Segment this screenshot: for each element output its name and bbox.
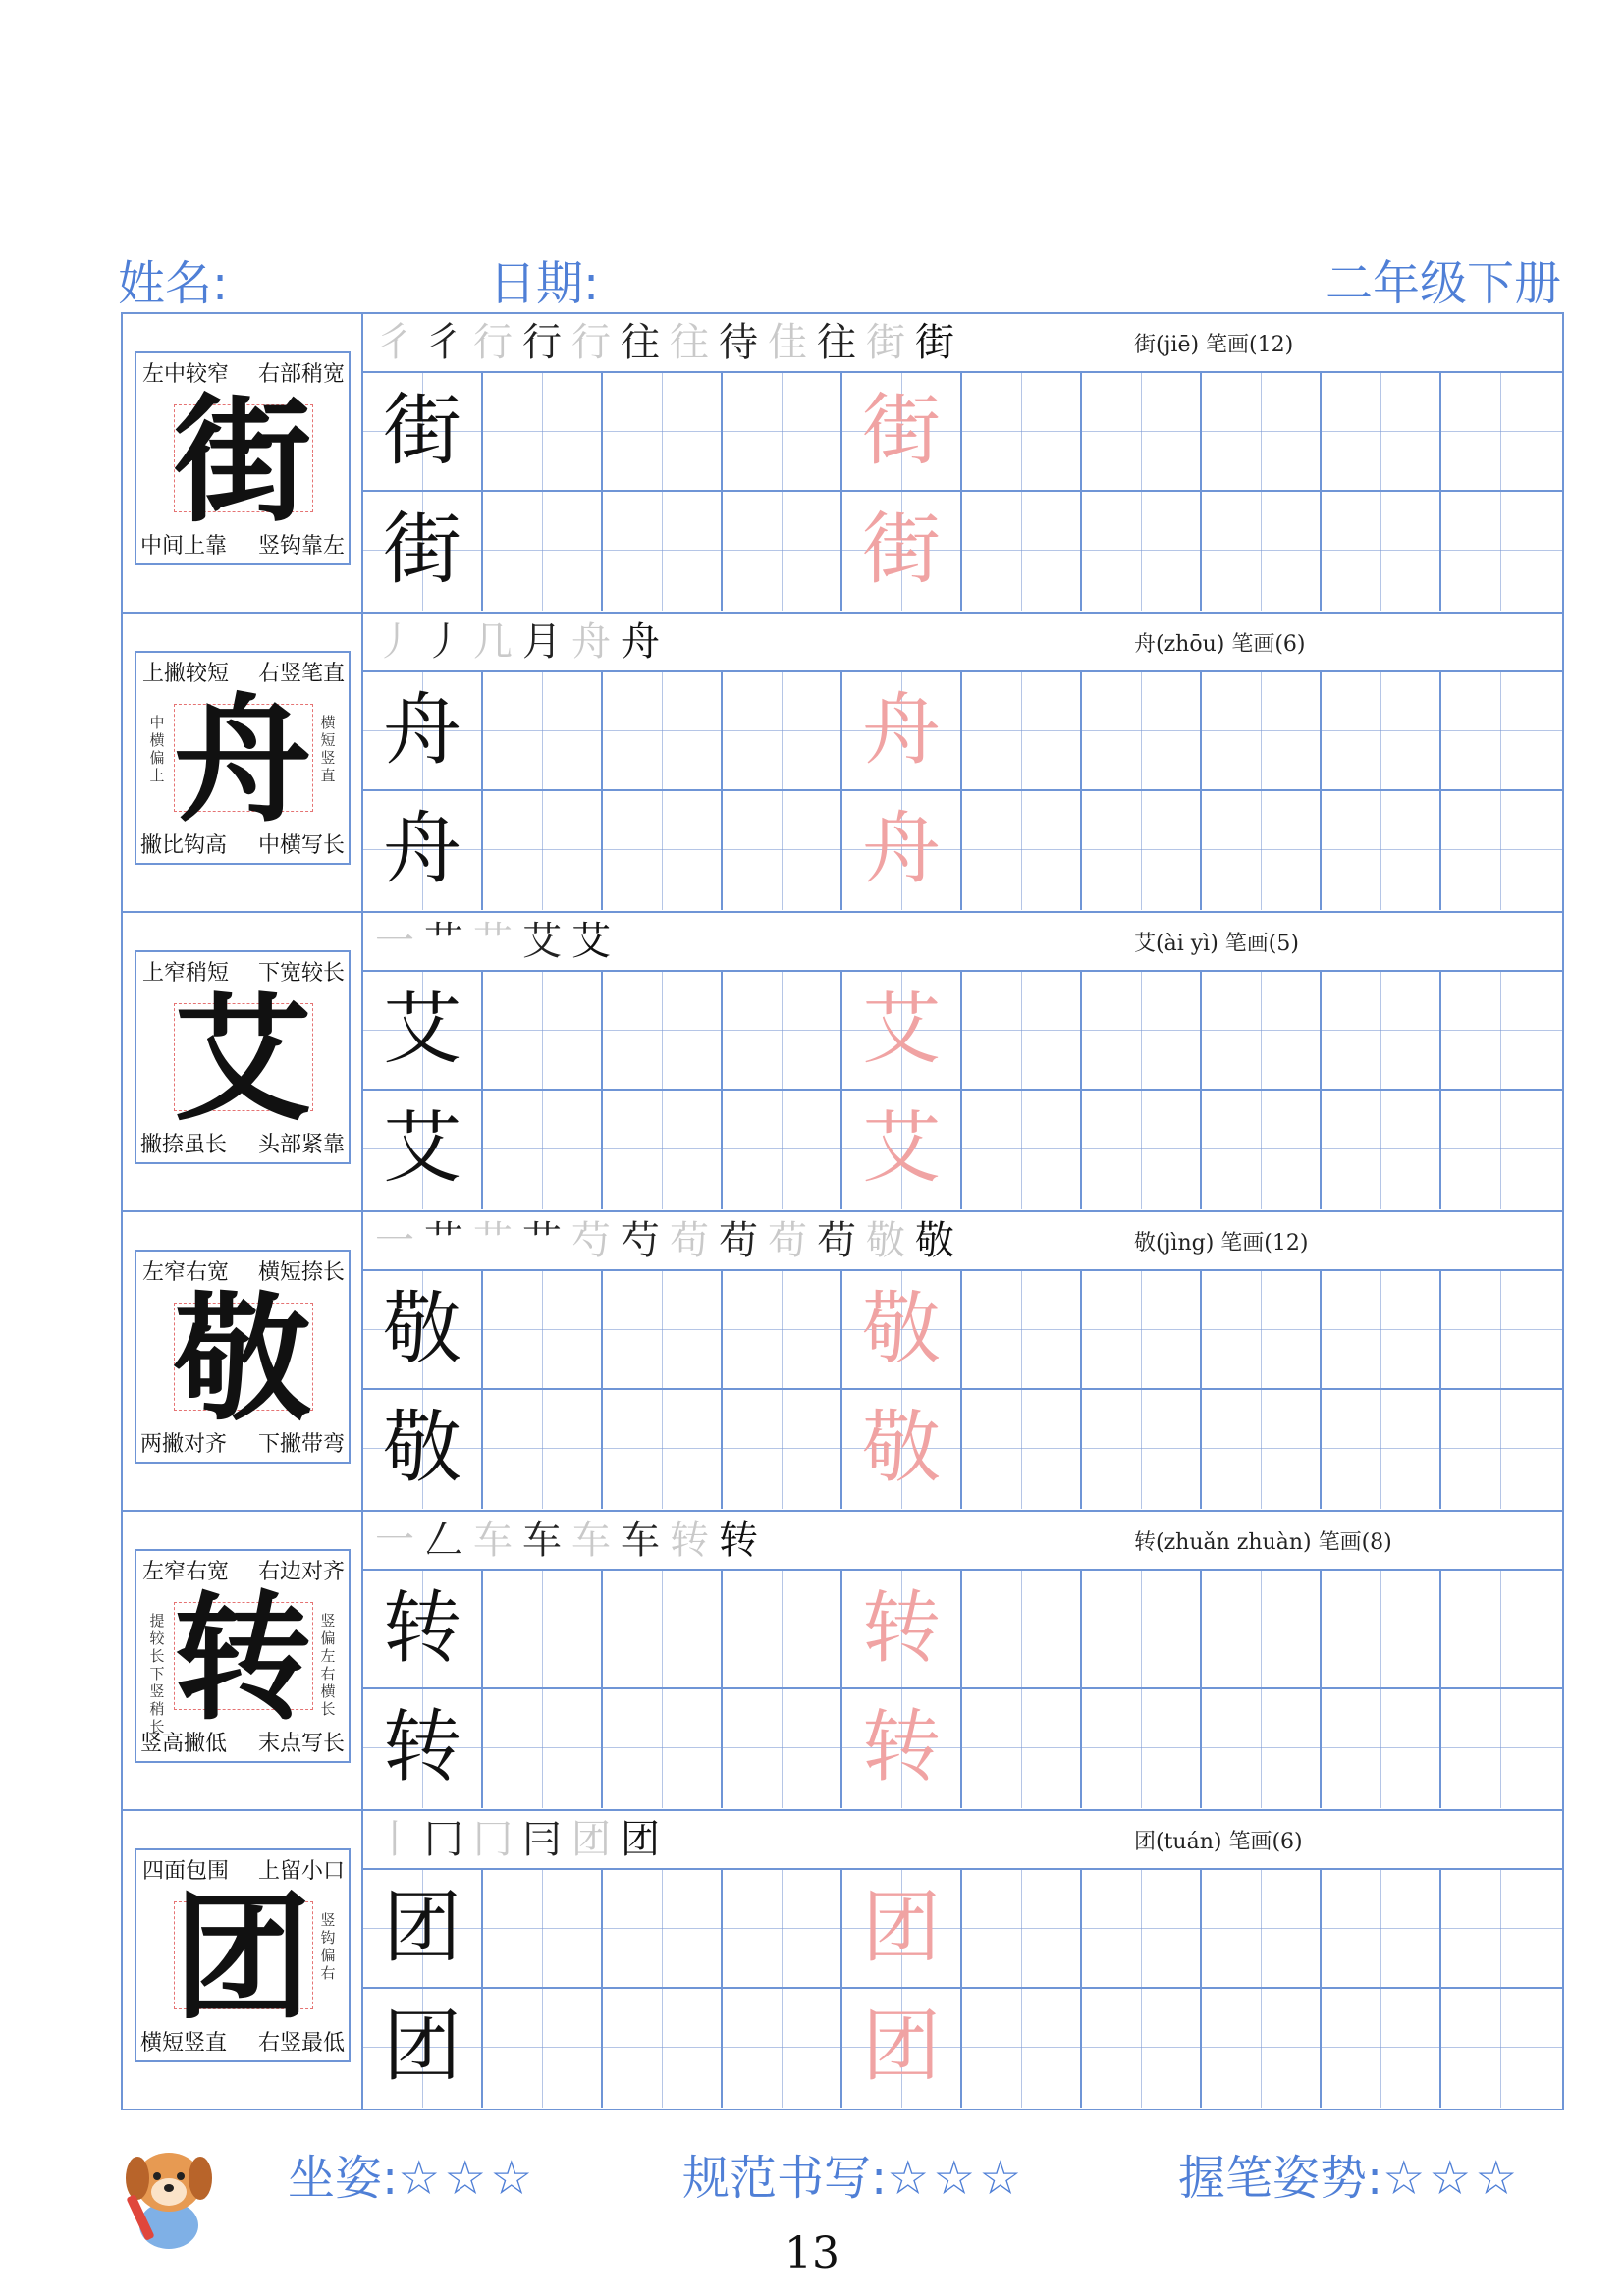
writing-cell[interactable] (1441, 1989, 1562, 2108)
writing-cell[interactable] (1202, 672, 1322, 791)
stroke-step: 车 (621, 1518, 662, 1563)
reference-panel (123, 1212, 363, 1510)
writing-cell[interactable] (483, 1870, 603, 1989)
stroke-step: 艹 (424, 919, 465, 964)
writing-cell[interactable] (1082, 373, 1202, 492)
writing-cell[interactable] (1082, 791, 1202, 910)
writing-cell[interactable] (483, 1091, 603, 1209)
writing-cell[interactable] (1322, 1390, 1441, 1509)
writing-cell[interactable] (1441, 672, 1562, 791)
writing-cell[interactable] (603, 1571, 723, 1689)
writing-cell[interactable] (962, 1689, 1082, 1808)
writing-tip: 四面包围 (142, 1859, 230, 1884)
reference-card (135, 1549, 351, 1763)
model-character: 敬 (383, 1283, 461, 1374)
model-character: 敬 (383, 1402, 461, 1493)
stroke-step: 团 (621, 1817, 662, 1862)
writing-cell[interactable] (1202, 1989, 1322, 2108)
stroke-step: 舟 (621, 619, 662, 665)
model-character: 转 (383, 1701, 461, 1792)
trace-cell (842, 972, 962, 1091)
trace-character: 团 (862, 2001, 941, 2092)
standard-writing-label: 规范书写: (682, 2151, 888, 2206)
pen-grip-rating (1178, 2140, 1521, 2208)
stroke-step: 一 (375, 1518, 416, 1563)
writing-tip: 竖高撇低 (140, 1732, 228, 1756)
model-character: 团 (383, 1882, 461, 1973)
writing-cell[interactable] (1322, 1571, 1441, 1689)
stroke-step: 敬 (915, 1218, 956, 1263)
trace-cell (842, 1390, 962, 1509)
writing-cell[interactable] (1322, 373, 1441, 492)
stroke-step: 艹 (473, 919, 514, 964)
sitting-posture-label: 坐姿: (288, 2151, 399, 2206)
writing-cell[interactable] (1322, 1870, 1441, 1989)
practice-grid (363, 1870, 1562, 2109)
stroke-step: 街 (866, 320, 907, 365)
writing-cell[interactable] (1082, 1571, 1202, 1689)
stroke-step: 丨 (375, 1817, 416, 1862)
stroke-order-steps (375, 1514, 768, 1567)
model-character: 舟 (173, 680, 311, 841)
side-tip-right: 竖钩偏右 (320, 1911, 336, 1982)
trace-cell (842, 373, 962, 492)
trace-character: 转 (862, 1582, 941, 1674)
reference-panel (123, 314, 363, 612)
model-character: 艾 (173, 980, 311, 1141)
writing-tip: 中间上靠 (140, 534, 228, 559)
name-label: 姓名: (118, 256, 229, 311)
stroke-step: 冃 (522, 1817, 564, 1862)
writing-cell[interactable] (603, 1870, 723, 1989)
writing-cell[interactable] (1322, 672, 1441, 791)
writing-cell[interactable] (603, 1091, 723, 1209)
stroke-step: 行 (522, 320, 564, 365)
writing-cell[interactable] (1082, 672, 1202, 791)
character-info: 团(tuán) 笔画(6) (1134, 1830, 1303, 1854)
writing-cell[interactable] (723, 1689, 842, 1808)
reference-panel (123, 1811, 363, 2110)
trace-character: 艾 (862, 984, 941, 1075)
stroke-step: 一 (375, 1218, 416, 1263)
stroke-step: 丿 (424, 619, 465, 665)
stroke-step: 敬 (866, 1218, 907, 1263)
stroke-step: 苟 (670, 1218, 711, 1263)
practice-sheet (121, 312, 1564, 2110)
model-character: 转 (173, 1578, 311, 1739)
writing-cell[interactable] (483, 972, 603, 1091)
writing-cell[interactable] (1202, 1689, 1322, 1808)
writing-cell[interactable] (1441, 492, 1562, 611)
writing-cell[interactable] (962, 1271, 1082, 1390)
stroke-step: 冂 (473, 1817, 514, 1862)
stroke-step: 艹 (424, 1218, 465, 1263)
writing-cell[interactable] (1082, 1989, 1202, 2108)
trace-character: 转 (862, 1701, 941, 1792)
writing-cell[interactable] (603, 492, 723, 611)
writing-cell[interactable] (723, 972, 842, 1091)
character-block (123, 614, 1562, 913)
writing-cell[interactable] (723, 373, 842, 492)
standard-writing-rating (682, 2140, 1025, 2208)
writing-cell[interactable] (1322, 1689, 1441, 1808)
writing-cell[interactable] (483, 1571, 603, 1689)
side-tip-right: 横短竖直 (320, 714, 336, 784)
writing-cell[interactable] (1202, 1271, 1322, 1390)
model-character: 团 (383, 2001, 461, 2092)
writing-cell[interactable] (483, 1689, 603, 1808)
trace-character: 舟 (862, 803, 941, 894)
reference-card (135, 950, 351, 1164)
writing-cell[interactable] (1322, 1989, 1441, 2108)
stroke-step: 往 (621, 320, 662, 365)
star-rating-icon[interactable]: ☆☆☆ (398, 2151, 537, 2206)
writing-cell[interactable] (603, 1989, 723, 2108)
trace-cell (842, 1571, 962, 1689)
stroke-step: 𠃋 (424, 1518, 465, 1563)
writing-cell[interactable] (1441, 1390, 1562, 1509)
reference-panel (123, 913, 363, 1210)
character-block (123, 314, 1562, 614)
model-cell (363, 1390, 483, 1509)
stroke-step: 几 (473, 619, 514, 665)
trace-cell (842, 1989, 962, 2108)
stroke-step: 芍 (621, 1218, 662, 1263)
writing-tip: 横短竖直 (140, 2031, 228, 2056)
model-cell (363, 1091, 483, 1209)
writing-cell[interactable] (603, 672, 723, 791)
writing-cell[interactable] (723, 1870, 842, 1989)
grade-label: 二年级下册 (1326, 256, 1562, 311)
writing-tip: 左中较窄 (142, 362, 230, 387)
writing-cell[interactable] (1202, 373, 1322, 492)
stroke-step: 佳 (768, 320, 809, 365)
writing-tip: 末点写长 (257, 1732, 345, 1756)
writing-cell[interactable] (1441, 1689, 1562, 1808)
writing-cell[interactable] (962, 1989, 1082, 2108)
writing-cell[interactable] (1082, 1870, 1202, 1989)
pen-grip-label: 握笔姿势: (1178, 2151, 1383, 2206)
trace-character: 舟 (862, 684, 941, 775)
character-block (123, 1512, 1562, 1811)
stroke-step: 行 (473, 320, 514, 365)
stroke-step: 行 (571, 320, 613, 365)
character-block (123, 913, 1562, 1212)
writing-cell[interactable] (962, 1870, 1082, 1989)
writing-cell[interactable] (603, 1271, 723, 1390)
stroke-step: 丿 (375, 619, 416, 665)
date-label: 日期: (489, 256, 600, 311)
writing-tip: 上留小口 (257, 1859, 345, 1884)
writing-cell[interactable] (483, 1271, 603, 1390)
writing-cell[interactable] (1082, 1271, 1202, 1390)
writing-cell[interactable] (1441, 791, 1562, 910)
stroke-step: 车 (522, 1518, 564, 1563)
stroke-order-row (363, 1811, 1562, 1870)
model-cell (363, 1271, 483, 1390)
side-tip-left: 中横偏上 (149, 714, 165, 784)
trace-cell (842, 672, 962, 791)
writing-cell[interactable] (1441, 1091, 1562, 1209)
writing-cell[interactable] (723, 1390, 842, 1509)
writing-cell[interactable] (1202, 1870, 1322, 1989)
reference-card (135, 1848, 351, 2062)
writing-tip: 右边对齐 (257, 1560, 345, 1584)
model-cell (363, 791, 483, 910)
practice-grid (363, 972, 1562, 1210)
writing-tip: 竖钩靠左 (257, 534, 345, 559)
writing-tip: 中横写长 (257, 833, 345, 858)
stroke-step: 车 (473, 1518, 514, 1563)
writing-cell[interactable] (1441, 1870, 1562, 1989)
stroke-step: 转 (670, 1518, 711, 1563)
trace-cell (842, 1091, 962, 1209)
reference-card (135, 1250, 351, 1464)
stroke-step: 月 (522, 619, 564, 665)
trace-character: 街 (862, 385, 941, 476)
stroke-step: 冂 (424, 1817, 465, 1862)
writing-tip: 横短捺长 (257, 1260, 345, 1285)
stroke-step: 往 (817, 320, 858, 365)
writing-cell[interactable] (603, 972, 723, 1091)
writing-cell[interactable] (1441, 373, 1562, 492)
writing-cell[interactable] (723, 1989, 842, 2108)
trace-cell (842, 1689, 962, 1808)
stroke-order-steps (375, 1813, 670, 1866)
writing-cell[interactable] (483, 373, 603, 492)
writing-cell[interactable] (483, 492, 603, 611)
writing-cell[interactable] (1202, 791, 1322, 910)
model-character: 艾 (383, 984, 461, 1075)
writing-cell[interactable] (1441, 1271, 1562, 1390)
model-character: 团 (173, 1878, 311, 2039)
sitting-posture-rating (288, 2140, 536, 2208)
side-tip-left: 提较长下竖稍长 (149, 1612, 165, 1735)
writing-cell[interactable] (603, 1390, 723, 1509)
model-character: 艾 (383, 1102, 461, 1194)
stroke-step: 车 (571, 1518, 613, 1563)
star-rating-icon[interactable]: ☆☆☆ (887, 2151, 1026, 2206)
model-cell (363, 373, 483, 492)
model-character: 街 (173, 381, 311, 542)
stroke-step: 街 (915, 320, 956, 365)
writing-cell[interactable] (1082, 492, 1202, 611)
writing-cell[interactable] (1082, 1689, 1202, 1808)
model-cell (363, 1870, 483, 1989)
side-tip-right: 竖偏左右横长 (320, 1612, 336, 1718)
model-character: 舟 (383, 684, 461, 775)
trace-cell (842, 1870, 962, 1989)
stroke-step: 往 (670, 320, 711, 365)
writing-cell[interactable] (723, 1571, 842, 1689)
stroke-step: 彳 (424, 320, 465, 365)
writing-cell[interactable] (1322, 972, 1441, 1091)
writing-cell[interactable] (962, 791, 1082, 910)
writing-cell[interactable] (603, 373, 723, 492)
writing-cell[interactable] (723, 791, 842, 910)
stroke-step: 艾 (571, 919, 613, 964)
writing-cell[interactable] (962, 492, 1082, 611)
writing-cell[interactable] (483, 791, 603, 910)
writing-tip: 左窄右宽 (142, 1260, 230, 1285)
stroke-step: 苟 (768, 1218, 809, 1263)
trace-character: 街 (862, 504, 941, 595)
writing-cell[interactable] (1322, 1091, 1441, 1209)
writing-cell[interactable] (1082, 1390, 1202, 1509)
stroke-step: 彳 (375, 320, 416, 365)
writing-cell[interactable] (723, 1271, 842, 1390)
writing-cell[interactable] (723, 1091, 842, 1209)
model-character: 街 (383, 385, 461, 476)
writing-cell[interactable] (1441, 972, 1562, 1091)
stroke-order-row (363, 614, 1562, 672)
trace-character: 艾 (862, 1102, 941, 1194)
writing-tip: 撇捺虽长 (140, 1133, 228, 1157)
writing-tip: 两撇对齐 (140, 1432, 228, 1457)
trace-character: 敬 (862, 1283, 941, 1374)
writing-cell[interactable] (962, 972, 1082, 1091)
writing-tip: 上窄稍短 (142, 961, 230, 986)
character-info: 街(jiē) 笔画(12) (1134, 333, 1294, 357)
writing-tip: 右竖最低 (257, 2031, 345, 2056)
writing-tip: 左窄右宽 (142, 1560, 230, 1584)
writing-cell[interactable] (962, 672, 1082, 791)
writing-cell[interactable] (1441, 1571, 1562, 1689)
stroke-step: 舟 (571, 619, 613, 665)
writing-tip: 下宽较长 (257, 961, 345, 986)
writing-cell[interactable] (1322, 791, 1441, 910)
model-cell (363, 1689, 483, 1808)
model-character: 敬 (173, 1279, 311, 1440)
writing-cell[interactable] (483, 672, 603, 791)
writing-cell[interactable] (1322, 1271, 1441, 1390)
stroke-order-steps (375, 615, 670, 668)
writing-cell[interactable] (1202, 972, 1322, 1091)
stroke-step: 待 (719, 320, 760, 365)
writing-cell[interactable] (483, 1390, 603, 1509)
stroke-order-row (363, 1512, 1562, 1571)
writing-cell[interactable] (962, 1091, 1082, 1209)
practice-grid (363, 373, 1562, 612)
character-block (123, 1811, 1562, 2110)
stroke-order-steps (375, 915, 621, 968)
writing-tip: 上撇较短 (142, 662, 230, 686)
model-character: 舟 (383, 803, 461, 894)
model-cell (363, 1989, 483, 2108)
writing-cell[interactable] (1202, 492, 1322, 611)
stroke-step: 艾 (522, 919, 564, 964)
stroke-step: 艹 (473, 1218, 514, 1263)
stroke-step: 苟 (719, 1218, 760, 1263)
writing-cell[interactable] (1202, 1091, 1322, 1209)
stroke-step: 芍 (571, 1218, 613, 1263)
stroke-step: 团 (571, 1817, 613, 1862)
trace-character: 敬 (862, 1402, 941, 1493)
stroke-order-row (363, 314, 1562, 373)
model-cell (363, 972, 483, 1091)
writing-tip: 下撇带弯 (257, 1432, 345, 1457)
writing-tip: 右竖笔直 (257, 662, 345, 686)
practice-grid (363, 672, 1562, 911)
writing-cell[interactable] (1322, 492, 1441, 611)
trace-cell (842, 492, 962, 611)
model-cell (363, 672, 483, 791)
model-character: 街 (383, 504, 461, 595)
writing-cell[interactable] (962, 1390, 1082, 1509)
stroke-order-row (363, 913, 1562, 972)
model-cell (363, 1571, 483, 1689)
writing-tip: 头部紧靠 (257, 1133, 345, 1157)
writing-cell[interactable] (603, 791, 723, 910)
character-info: 转(zhuǎn zhuàn) 笔画(8) (1134, 1530, 1392, 1555)
writing-cell[interactable] (1082, 1091, 1202, 1209)
stroke-step: 艹 (522, 1218, 564, 1263)
writing-cell[interactable] (723, 672, 842, 791)
trace-cell (842, 1271, 962, 1390)
model-cell (363, 492, 483, 611)
page-number: 13 (785, 2228, 839, 2278)
stroke-step: 苟 (817, 1218, 858, 1263)
writing-cell[interactable] (1202, 1571, 1322, 1689)
writing-cell[interactable] (962, 373, 1082, 492)
stroke-order-steps (375, 316, 964, 369)
practice-grid (363, 1271, 1562, 1510)
star-rating-icon[interactable]: ☆☆☆ (1382, 2151, 1522, 2206)
reference-card (135, 351, 351, 565)
writing-cell[interactable] (483, 1989, 603, 2108)
character-info: 敬(jìng) 笔画(12) (1134, 1231, 1309, 1255)
character-info: 舟(zhōu) 笔画(6) (1134, 632, 1306, 657)
model-character: 转 (383, 1582, 461, 1674)
reference-panel (123, 614, 363, 911)
writing-tip: 右部稍宽 (257, 362, 345, 387)
writing-cell[interactable] (603, 1689, 723, 1808)
character-block (123, 1212, 1562, 1512)
writing-tip: 撇比钩高 (140, 833, 228, 858)
stroke-step: 一 (375, 919, 416, 964)
reference-panel (123, 1512, 363, 1809)
writing-cell[interactable] (723, 492, 842, 611)
trace-character: 团 (862, 1882, 941, 1973)
stroke-order-row (363, 1212, 1562, 1271)
writing-cell[interactable] (1202, 1390, 1322, 1509)
writing-cell[interactable] (962, 1571, 1082, 1689)
practice-grid (363, 1571, 1562, 1809)
stroke-order-steps (375, 1214, 964, 1267)
stroke-step: 转 (719, 1518, 760, 1563)
character-info: 艾(ài yì) 笔画(5) (1134, 932, 1299, 956)
writing-cell[interactable] (1082, 972, 1202, 1091)
reference-card (135, 651, 351, 865)
trace-cell (842, 791, 962, 910)
